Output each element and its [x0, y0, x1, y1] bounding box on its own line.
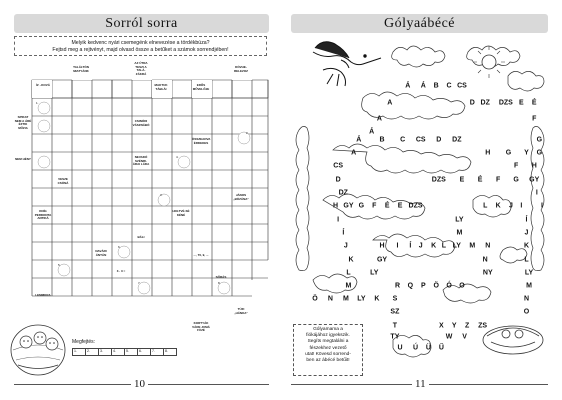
maze-letter: K	[523, 242, 530, 250]
clue-5: MAKTUK TÁBLÁI	[154, 83, 168, 91]
maze-letter: N	[485, 242, 491, 250]
maze-letter: M	[526, 282, 532, 290]
page-number-left: 10	[131, 378, 148, 390]
maze-letter: K	[495, 202, 501, 210]
maze-letter: TY	[390, 333, 400, 341]
maze-letter: H	[379, 242, 385, 250]
clue-20: SŐRÁS	[215, 275, 227, 279]
beach-ball-kids-illustration	[8, 320, 68, 378]
svg-text:5.: 5.	[58, 263, 61, 267]
maze-letter: R	[394, 282, 401, 290]
instruction-box-right	[293, 324, 363, 376]
maze-letter: CS	[457, 82, 467, 90]
maze-letter: DZ	[338, 189, 348, 197]
maze-letter: U	[397, 344, 403, 352]
maze-letter: A	[351, 149, 357, 157]
maze-letter: I	[535, 189, 538, 197]
clue-23: KORTYÁK VÁRE JUMÁ FÜZÉ	[192, 321, 210, 333]
maze-letter: H	[333, 202, 339, 210]
maze-letter: LY	[455, 216, 464, 224]
maze-letter: M	[345, 282, 352, 290]
maze-letter: Ó	[446, 282, 452, 290]
maze-letter: V	[462, 333, 467, 341]
maze-letter: O	[523, 308, 530, 316]
clue-4: ÍZ ..KOVÁ	[36, 83, 50, 87]
clue-21: LEMMKRA	[35, 293, 51, 297]
solution-cell[interactable]: 4.	[111, 348, 125, 356]
maze-letter: H	[485, 149, 491, 157]
maze-letter: F	[372, 202, 377, 210]
maze-letter: DZ	[480, 99, 490, 107]
info-line: fiókájához igyekszik.	[306, 333, 350, 339]
maze-letter: I	[520, 202, 523, 210]
maze-letter: Á	[356, 136, 362, 144]
solution-cell[interactable]: 2.	[85, 348, 99, 356]
info-line: Gólyamama a	[313, 327, 343, 332]
maze-letter: A	[387, 99, 393, 107]
maze-letter: É	[531, 99, 537, 107]
clue-17: NAVÁRI ÁNTÁN	[95, 249, 107, 257]
maze-letter: DZS	[431, 176, 446, 184]
maze-letter: Á	[405, 82, 411, 90]
maze-letter: CS	[333, 162, 344, 170]
maze-letter: ZS	[478, 322, 488, 330]
maze-letter: I	[337, 216, 340, 224]
instruction-box	[14, 36, 267, 56]
maze-letter: J	[343, 242, 348, 250]
maze-letter: Y	[451, 322, 457, 330]
maze-letter: LY	[452, 242, 461, 250]
maze-letter: L	[441, 242, 447, 250]
maze-letter: SZ	[390, 308, 400, 316]
clue-6: ERŐS MŰVELŐJE	[192, 83, 210, 91]
maze-letter: A	[376, 115, 382, 123]
maze-letter: M	[469, 242, 476, 250]
clue-9: ÖSSZEADVA ÉRDEKES	[192, 137, 211, 145]
clue-8: CSINÓDI VÁSZNÁBÓ	[132, 119, 150, 127]
maze-letter: É	[384, 202, 390, 210]
maze-letter: DZ	[452, 136, 462, 144]
solution-cell[interactable]: 5.	[124, 348, 138, 356]
maze-letter: GY	[529, 176, 540, 184]
maze-letter: Ú	[413, 344, 419, 352]
clue-22: TÜZI „HÁNKA”	[234, 307, 248, 315]
right-page-title: Gólyaábécé	[291, 14, 548, 33]
maze-letter: D	[335, 176, 341, 184]
maze-letter: Á	[420, 82, 426, 90]
solution-row	[72, 339, 176, 356]
maze-letter: CS	[415, 136, 426, 144]
svg-text:6.: 6.	[118, 245, 121, 249]
clue-13: JÁNOS „BÓZÁNA”	[233, 193, 249, 201]
maze-letter: Y	[524, 149, 529, 157]
maze-letter: J	[418, 242, 423, 250]
solution-cell[interactable]: 6.	[137, 348, 151, 356]
nest-icon	[483, 326, 543, 354]
maze-letter: M	[456, 229, 463, 237]
clue-7: SPIKAT NEM A ÁRÉ ÉZTIK MŰZIA	[14, 115, 32, 130]
maze-letter: X	[439, 322, 444, 330]
maze-letter: T	[392, 322, 398, 330]
stork-icon	[313, 42, 381, 86]
solution-cell[interactable]: 1.	[72, 348, 86, 356]
maze-letter: Ö	[312, 295, 318, 303]
svg-text:3.: 3.	[160, 193, 163, 197]
maze-letter: C	[446, 82, 452, 90]
maze-letter: LY	[357, 295, 366, 303]
maze-letter: Í	[525, 216, 528, 224]
svg-text:7.: 7.	[138, 281, 141, 285]
maze-letter: Ö	[433, 282, 439, 290]
maze-letter: Q	[407, 282, 414, 290]
maze-letter: N	[523, 295, 530, 303]
maze-letter: L	[483, 202, 488, 210]
maze-letter: LY	[370, 269, 379, 277]
svg-text:8.: 8.	[218, 281, 221, 285]
maze-letter: F	[495, 176, 501, 184]
maze-letter: GY	[343, 202, 354, 210]
maze-letter: DZS	[498, 99, 513, 107]
maze-letter: S	[392, 295, 398, 303]
maze-letter: É	[477, 176, 483, 184]
clue-15: HOLTVÉ-SÉ KÉNÉ	[172, 209, 190, 217]
maze-letter: F	[532, 115, 537, 123]
maze-letter: Ü	[425, 344, 431, 352]
maze-letter: C	[400, 136, 406, 144]
solution-cell[interactable]: 3.	[98, 348, 112, 356]
maze-letter: F	[514, 162, 519, 170]
clue-18: ..., 70, 9, ...	[193, 253, 209, 257]
clue-10: NEM HÉNY	[15, 157, 31, 161]
maze-letter: D	[469, 99, 475, 107]
maze-letter: I	[396, 242, 399, 250]
maze-letter: Á	[369, 128, 375, 136]
maze-letter: K	[431, 242, 437, 250]
maze-letter: G	[505, 149, 512, 157]
left-page-title: Sorról sorra	[14, 14, 269, 33]
clue-12: VESZE CSÓNÁ	[57, 177, 69, 185]
info-line: ben az ábécé betűit!	[306, 358, 350, 364]
maze-letter: G	[536, 136, 543, 144]
instruction-line-2: Fejtsd meg a rejtvényt, majd olvasd össze a betűket a számok sorrendjében!	[52, 47, 229, 53]
maze-letter: Z	[465, 322, 470, 330]
maze-letter: I	[540, 202, 543, 210]
maze-letter: J	[524, 229, 529, 237]
maze-letter: H	[531, 162, 537, 170]
maze-letter: Í	[342, 229, 345, 237]
maze-letter: W	[445, 333, 453, 341]
solution-cell[interactable]: 8.	[163, 348, 177, 356]
instruction-line-1: Melyik kedvenc nyári csemegénk elnevezése a tördékbúza?	[71, 40, 210, 46]
maze-letter: N	[482, 256, 488, 264]
maze-letter: J	[509, 202, 513, 210]
clue-16: BÁLI	[137, 235, 145, 239]
maze-letter: K	[374, 295, 380, 303]
maze-letter: LY	[524, 269, 534, 277]
maze-letter: G	[536, 149, 543, 157]
maze-letter: E	[397, 202, 403, 210]
solution-label: Megfejtés:	[72, 339, 96, 345]
info-line: utat! Kövesd sorrend-	[305, 351, 351, 357]
maze-letter: B	[379, 136, 385, 144]
clue-1: TALÁLTÓN MIATYÁNK	[73, 65, 89, 73]
clue-11: NEVADÓ SZÉNRI-ÁRAI LÁDA	[132, 155, 150, 167]
clue-2: AZ ÚTRA TESZI A TALÁ-ZÁKRÁ	[134, 61, 148, 76]
crossword-grid	[14, 60, 269, 333]
maze-letter: B	[433, 82, 439, 90]
clue-3: DÖVHE-RELEZOZ	[234, 65, 248, 73]
clue-19: 3 · 3 =	[116, 269, 126, 273]
maze-letter: M	[342, 295, 349, 303]
maze-letter: NY	[482, 269, 493, 277]
page-number-right: 11	[412, 378, 429, 390]
solution-cell[interactable]: 7.	[150, 348, 164, 356]
maze-letter: GY	[376, 256, 388, 264]
svg-text:4.: 4.	[176, 155, 179, 159]
maze-letter: DZS	[408, 202, 423, 210]
maze-letter: L	[346, 269, 351, 277]
right-page	[281, 0, 562, 400]
maze-letter: D	[436, 136, 442, 144]
svg-text:1.: 1.	[36, 101, 39, 105]
maze-letter: K	[348, 256, 354, 264]
svg-text:2.: 2.	[246, 131, 249, 135]
info-line: Segíts megtalálni a	[307, 339, 349, 345]
maze-letter: G	[358, 202, 365, 210]
maze-letter: N	[327, 295, 333, 303]
maze-letter: P	[420, 282, 426, 290]
maze-letter: Í	[409, 242, 412, 250]
maze-letter: Ű	[438, 344, 444, 352]
clue-14: KNÍG PERDONTA ANTIKÁ	[34, 209, 52, 221]
maze-letter: E	[518, 99, 524, 107]
maze-letter: L	[524, 256, 529, 264]
crossword-lines	[14, 60, 269, 330]
maze-letter: G	[513, 176, 519, 184]
maze-letter: E	[459, 176, 465, 184]
maze-letter: O	[459, 282, 465, 290]
info-line: fészekhez vezető	[309, 345, 347, 351]
